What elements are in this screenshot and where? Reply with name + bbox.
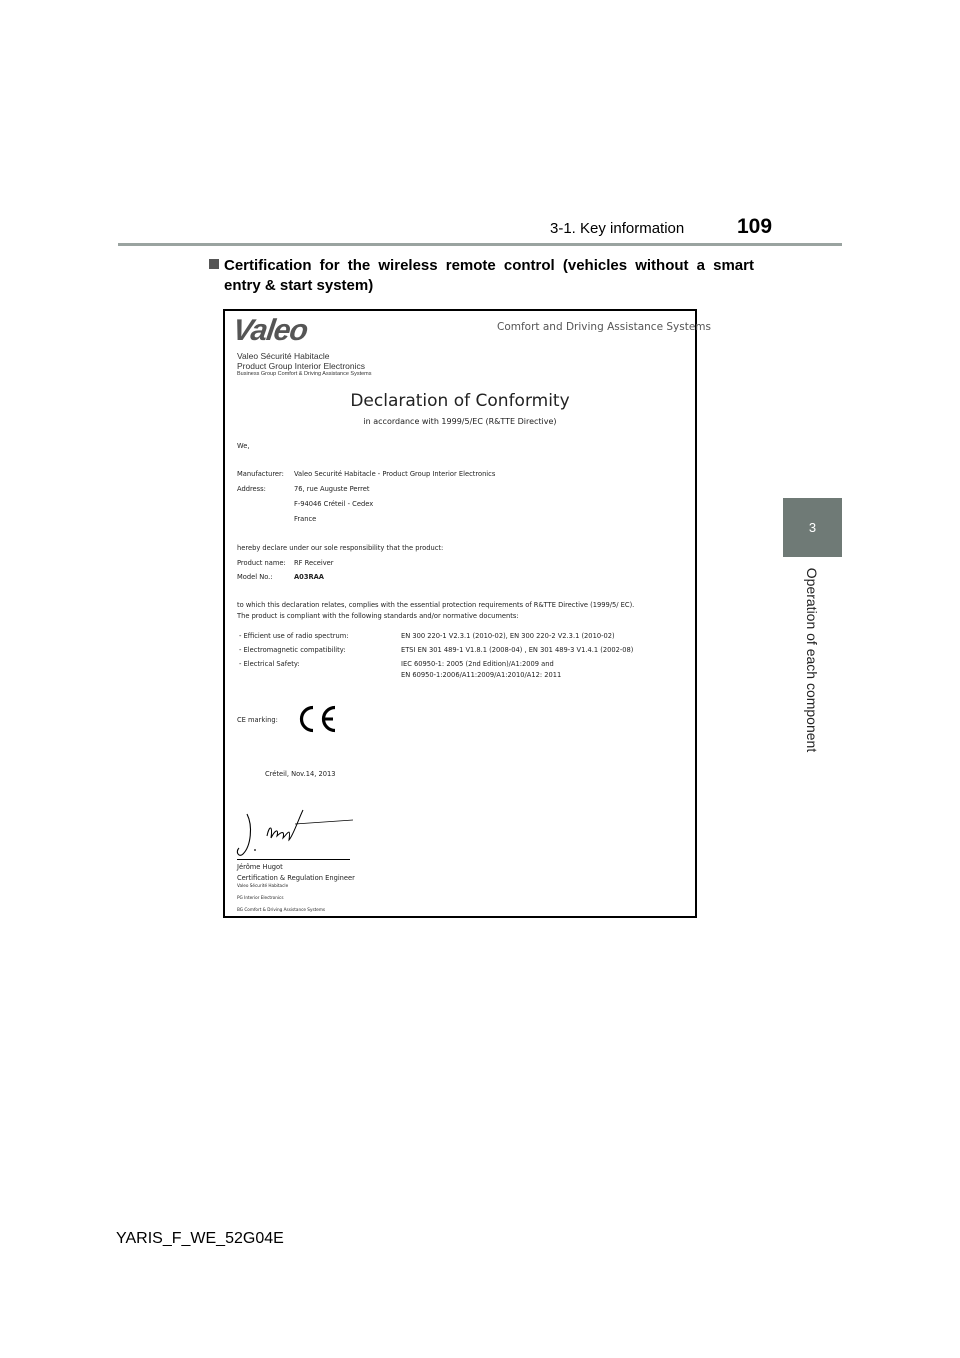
company-line-1: Valeo Sécurité Habitacle [237, 351, 330, 361]
ce-marking-label: CE marking: [237, 716, 278, 724]
heading-word: a [696, 257, 705, 274]
product-name-label: Product name: [237, 559, 286, 567]
heading-word: remote [445, 257, 496, 274]
ce-mark-icon [295, 704, 337, 734]
document-title: Declaration of Conformity [350, 391, 570, 411]
chapter-number: 3 [808, 520, 817, 535]
we-text: We, [237, 442, 250, 450]
standard-label: - Electromagnetic compatibility: [239, 646, 346, 654]
standard-value: ETSI EN 301 489-1 V1.8.1 (2008-04) , EN 301 489-3 V1.4.1 (2002-08) [401, 646, 634, 654]
compliance-line-2: The product is compliant with the following standards and/or normative documents: [237, 612, 519, 620]
signer-org-line: BG Comfort & Driving Assistance Systems [237, 907, 326, 912]
product-name-value: RF Receiver [294, 559, 334, 567]
manufacturer-label: Manufacturer: [237, 470, 284, 478]
standard-label: - Electrical Safety: [239, 660, 300, 668]
model-number-value: A03RAA [294, 573, 324, 581]
chapter-tab [783, 498, 842, 557]
signature-line [237, 859, 350, 860]
address-line: 76, rue Auguste Perret [294, 485, 370, 493]
heading-line-2: entry & start system) [224, 277, 374, 294]
manufacturer-value: Valeo Securité Habitacle - Product Group Interior Electronics [294, 470, 496, 478]
company-line-3: Business Group Comfort & Driving Assistance Systems [237, 371, 372, 377]
heading-word: control [503, 257, 555, 274]
section-heading [209, 256, 754, 296]
document-code: YARIS_F_WE_52G04E [116, 1230, 284, 1247]
heading-word: Certification [209, 256, 312, 276]
signer-name: Jérôme Hugot [237, 863, 283, 871]
declaration-of-conformity-certificate [223, 309, 711, 918]
document-subtitle: in accordance with 1999/5/EC (R&TTE Directive) [363, 417, 557, 426]
heading-line-1 [209, 256, 754, 276]
address-label: Address: [237, 485, 266, 493]
heading-word: for [319, 257, 340, 274]
signature-icon [233, 806, 353, 866]
standard-value-continued: EN 60950-1:2006/A11:2009/A1:2010/A12: 2011 [401, 671, 562, 679]
standard-value: IEC 60950-1: 2005 (2nd Edition)/A1:2009 and [401, 660, 554, 668]
heading-word: without [635, 257, 689, 274]
heading-word: the [347, 257, 371, 274]
standard-label: - Efficient use of radio spectrum: [239, 632, 349, 640]
compliance-line-1: to which this declaration relates, complies with the essential protection requirements of R&TTE Directive (1999/5/ EC). [237, 601, 635, 609]
company-tagline: Comfort and Driving Assistance Systems [497, 321, 711, 333]
page-number: 109 [737, 215, 773, 238]
company-line-2: Product Group Interior Electronics [237, 361, 366, 371]
header-rule [118, 243, 842, 246]
heading-word: wireless [378, 257, 438, 274]
heading-word: smart [713, 257, 754, 274]
section-title: 3-1. Key information [550, 220, 685, 237]
heading-word: (vehicles [562, 257, 628, 274]
model-number-label: Model No.: [237, 573, 273, 581]
chapter-title: Operation of each component [804, 567, 820, 753]
place-and-date: Créteil, Nov.14, 2013 [265, 770, 336, 778]
square-bullet-icon [209, 259, 219, 269]
address-line: F-94046 Créteil - Cedex [294, 500, 374, 508]
signer-org-line: Valeo Sécurité Habitacle [237, 883, 289, 888]
signer-org-line: PG Interior Electronics [237, 895, 284, 900]
declaration-statement: hereby declare under our sole responsibility that the product: [237, 544, 444, 552]
standard-value: EN 300 220-1 V2.3.1 (2010-02), EN 300 220-2 V2.3.1 (2010-02) [401, 632, 615, 640]
valeo-logo: Valeo [230, 314, 310, 347]
address-line: France [294, 515, 317, 523]
signer-title: Certification & Regulation Engineer [237, 874, 355, 882]
